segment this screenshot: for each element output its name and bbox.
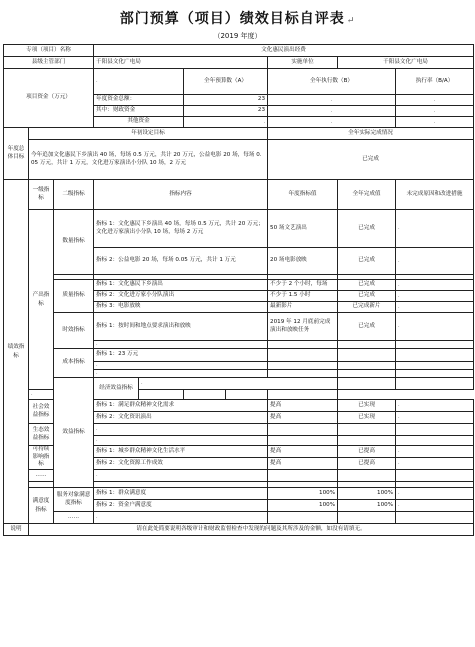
blank-cell [396,512,474,524]
impl-label: 实施单位 [268,57,338,69]
satisfaction-indicators-label: 满意度指标 [29,488,54,524]
quantity-reason-1: . [396,210,474,248]
blank-cell [338,362,396,370]
project-name-label: 专项（项目）名称 [4,45,94,57]
level1-header: 一级指标 [29,180,54,210]
sustainable-label: 可持续影响指标 [29,446,54,470]
sustainable-reason-1: . [396,446,474,458]
funds-row-rate: . [396,95,474,106]
rate-header: 执行率（B/A） [396,69,474,95]
quality-reason-2: . [396,291,474,302]
blank-cell [396,470,474,482]
project-name-value: 文化惠民演出经费 [94,45,474,57]
cost-blank: . [94,362,268,370]
funds-header-row [4,69,474,95]
done-header: 全年完成值 [338,180,396,210]
sustainable-target-2: 提高 [268,458,338,470]
funds-header-blank: . [94,69,184,95]
form-year: （2019 年度） [213,32,262,40]
sustainable-reason-2: . [396,458,474,470]
quality-row-1 [4,280,474,291]
quantity-target-1: 50 场文艺演出 [268,210,338,248]
title-return-mark: ↵ [346,16,356,26]
satisfaction-ellipsis: …… [54,512,94,524]
timeliness-content: 指标 1：按时间和地点要求演出和放映 [94,313,268,341]
satisfaction-done-2: 100% [338,500,396,512]
blank-cell [268,436,338,446]
sustainable-content-1: 指标 1：城乡群众精神文化生活水平 [94,446,268,458]
quantity-content-2: 指标 2：公益电影 20 场，每场 0.05 万元，共计 1 万元 [94,248,268,275]
cost-row [4,349,474,362]
blank-cell [268,512,338,524]
quantity-reason-2: . [396,248,474,275]
sustainable-target-1: 提高 [268,446,338,458]
blank-cell [396,370,474,378]
ecological-content: . [94,424,268,436]
blank-cell [396,424,474,436]
blank-cell [338,512,396,524]
ecological-label: 生态效益指标 [29,424,54,446]
level2-header: 二级指标 [54,180,94,210]
department-row [4,57,474,69]
blank-cell [268,370,338,378]
benefit-ellipsis: …… [29,470,54,482]
quality-content-3: 指标 3：电影放映 [94,302,268,313]
dept-label: 县级主管部门 [4,57,94,69]
blank-cell [338,341,396,349]
quantity-target-2: 20 场电影放映 [268,248,338,275]
timeliness-target: 2019 年 12 月底前完成演出和放映任务 [268,313,338,341]
funds-row-budget: 23 [184,95,268,106]
satisfaction-ellipsis-content: . [94,512,268,524]
economic-blank-row [4,390,474,400]
social-reason-2: . [396,412,474,424]
blank-cell [396,349,474,362]
note-text: 请在此处简要说明各级审计和财政监督检查中发现的问题及其所涉及的金额，如没有请填无。 [29,524,474,536]
impl-value: 千阳县文化广电局 [338,57,474,69]
blank-cell [396,341,474,349]
quality-reason-1: . [396,280,474,291]
output-ellipsis: . [94,370,268,378]
blank-cell [184,390,226,400]
funds-label: 项目资金（万元） [4,69,94,128]
satisfaction-reason-2: . [396,500,474,512]
quality-content-2: 指标 2：文化进万家小分队演出 [94,291,268,302]
timeliness-row [4,313,474,341]
funds-row-executed: . [268,106,396,117]
indicator-header-row [4,180,474,210]
funds-row-executed: . [268,95,396,106]
timeliness-done: 已完成 [338,313,396,341]
funds-row-budget: . [184,117,268,128]
cost-label: 成本指标 [54,349,94,378]
goals-plan-text: 今年追加文化惠民下乡演出 40 场，每场 0.5 万元，共计 20 万元，公益电影 20 场，每场 0.05 万元，共计 1 万元，文化进万家演出小分队 10 场，2 万元 [29,140,268,180]
satisfaction-row-1 [4,488,474,500]
social-done-1: 已实现 [338,400,396,412]
blank-cell [268,424,338,436]
blank-cell [338,370,396,378]
social-reason-1: . [396,400,474,412]
note-row [4,524,474,536]
output-indicators-label: 产出指标 [29,210,54,390]
goals-actual-text: 已完成 [268,140,474,180]
performance-indicators-label: 绩效指标 [4,180,29,524]
satisfaction-done-1: 100% [338,488,396,500]
funds-row-rate: . [396,117,474,128]
benefit-indicators-label: 效益指标 [54,378,94,488]
quantity-row-1 [4,210,474,248]
quantity-label: 数量指标 [54,210,94,275]
blank-cell [396,378,474,390]
satisfaction-content-1: 指标 1：群众满意度 [94,488,268,500]
funds-row-name: 其中：财政资金 [94,106,184,117]
sustainable-done-1: 已提高 [338,446,396,458]
quantity-content-1: 指标 1：文化惠民下乡演出 40 场，每场 0.5 万元，共计 20 万元；文化进万家演出小分队 10 场，每场 2 万元 [94,210,268,248]
quality-content-1: 指标 1：文化惠民下乡演出 [94,280,268,291]
quality-done-1: 已完成 [338,280,396,291]
goals-actual-header: 全年实际完成情况 [268,128,474,140]
blank-cell [268,390,338,400]
sustainable-done-2: 已提高 [338,458,396,470]
blank-cell [338,470,396,482]
content-header: 指标内容 [94,180,268,210]
service-satisfaction-label: 服务对象满意度指标 [54,488,94,512]
goals-content-row [4,140,474,180]
ecological-blank: . [94,436,268,446]
evaluation-table [3,44,474,536]
quality-label: 质量指标 [54,280,94,313]
quality-target-2: 不少于 1.5 小时 [268,291,338,302]
social-content-2: 指标 2：文化资讯演出 [94,412,268,424]
blank-cell [226,390,268,400]
goals-label: 年度总体目标 [4,128,29,180]
quality-reason-3: . [396,302,474,313]
economic-blank: . [29,390,184,400]
quality-done-2: 已完成 [338,291,396,302]
timeliness-blank: . [94,341,268,349]
satisfaction-target-2: 100% [268,500,338,512]
blank-cell [338,378,396,390]
satisfaction-content-2: 指标 2：资金户满意度 [94,500,268,512]
dept-value: 千阳县文化广电局 [94,57,268,69]
quality-target-1: 不少于 2 个小时，每场 [268,280,338,291]
social-target-1: 提高 [268,400,338,412]
economic-content: . [139,378,338,390]
form-title [0,8,475,28]
goals-header-row [4,128,474,140]
timeliness-label: 时效指标 [54,313,94,349]
executed-header: 全年执行数（B） [268,69,396,95]
funds-row-name: 年度资金总额： [94,95,184,106]
budget-header: 全年预算数（A） [184,69,268,95]
target-header: 年度指标值 [268,180,338,210]
goals-plan-header: 年初设定目标 [29,128,268,140]
satisfaction-ellipsis-row [4,512,474,524]
blank-cell [338,349,396,362]
social-label: 社会效益指标 [29,400,54,424]
note-label: 说明 [4,524,29,536]
quality-target-3: 最新影片 [268,302,338,313]
blank-cell [268,470,338,482]
title-text: 部门预算（项目）绩效目标自评表 [119,11,345,27]
blank-cell [338,436,396,446]
social-content-1: 指标 1：满足群众精神文化需求 [94,400,268,412]
blank-cell [268,362,338,370]
blank-cell [268,349,338,362]
quality-done-3: 已完成新片 [338,302,396,313]
reason-header: 未完成原因和改进措施 [396,180,474,210]
blank-cell [396,362,474,370]
project-name-row [4,45,474,57]
economic-label: 经济效益指标 [94,378,139,400]
benefit-ellipsis-content: . [94,470,268,482]
timeliness-reason: . [396,313,474,341]
satisfaction-target-1: 100% [268,488,338,500]
funds-row-name: 其他资金 [94,117,184,128]
blank-cell [396,436,474,446]
funds-row-budget: 23 [184,106,268,117]
social-target-2: 提高 [268,412,338,424]
quantity-done-2: 已完成 [338,248,396,275]
blank-cell [268,341,338,349]
funds-row-executed: . [268,117,396,128]
satisfaction-reason-1: . [396,488,474,500]
cost-content: 指标 1：23 万元 [94,349,268,362]
economic-row [4,378,474,390]
sustainable-content-2: 指标 2：文化资源工作成效 [94,458,268,470]
quantity-done-1: 已完成 [338,210,396,248]
funds-row-rate: . [396,106,474,117]
social-done-2: 已实现 [338,412,396,424]
blank-cell [338,424,396,436]
